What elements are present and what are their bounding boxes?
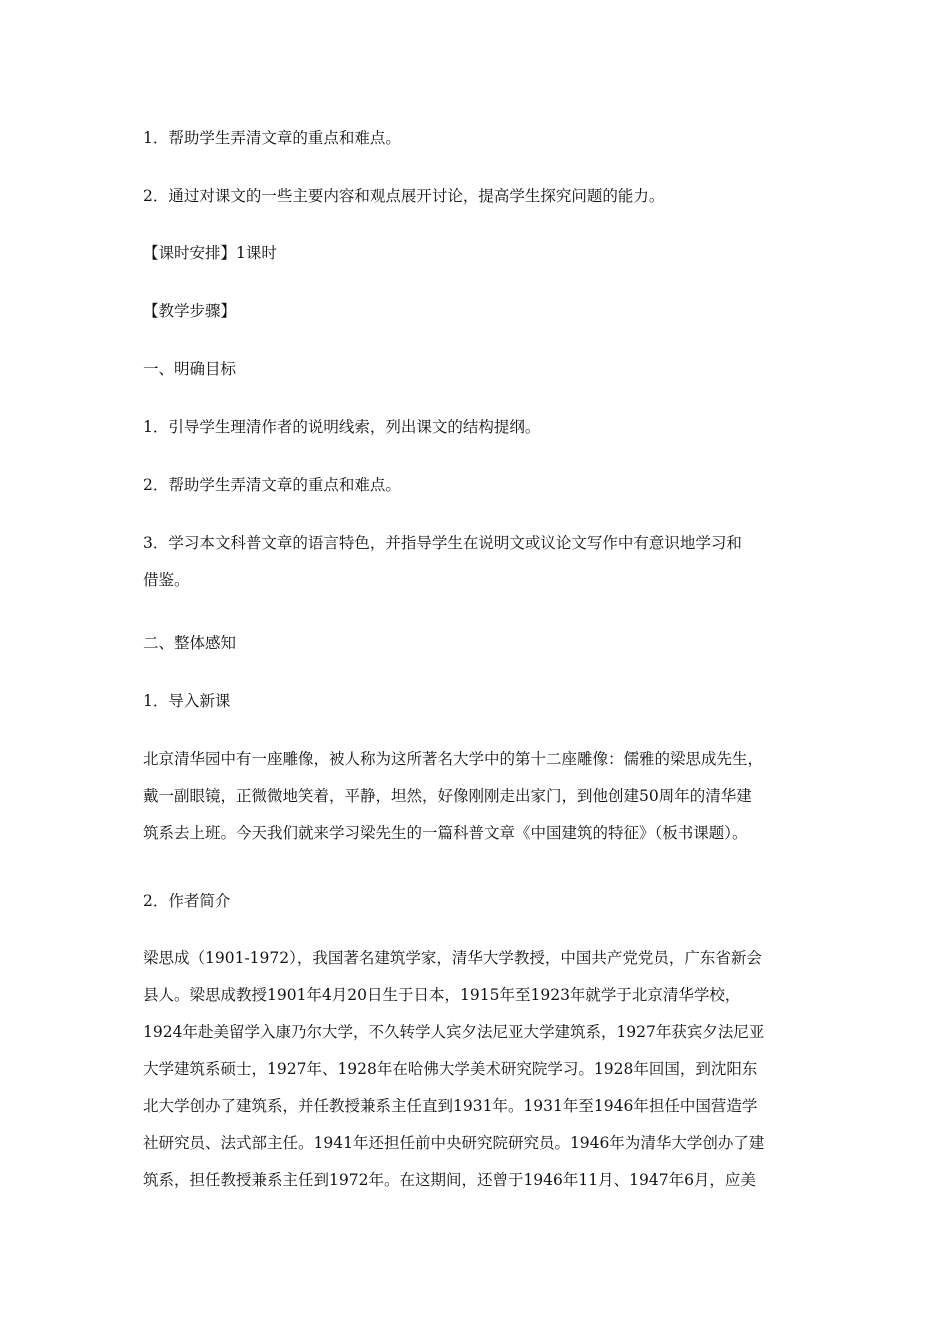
section-1-heading: 一、明确目标 (143, 360, 237, 378)
goal-item-1: 1．帮助学生弄清文章的重点和难点。 (143, 129, 401, 147)
bio-line: 筑系，担任教授兼系主任到1972年。在这期间，还曾于1946年11月、1947年6月，应美 (143, 1171, 756, 1189)
intro-line: 北京清华园中有一座雕像，被人称为这所著名大学中的第十二座雕像：儒雅的梁思成先生， (143, 750, 764, 768)
goal-item-2: 2．通过对课文的一些主要内容和观点展开讨论，提高学生探究问题的能力。 (143, 187, 665, 205)
objective-item-3-line: 借鉴。 (143, 571, 190, 589)
class-schedule: 【课时安排】1课时 (143, 244, 277, 262)
objective-item-3 (143, 533, 813, 607)
objective-item-3-line: 3．学习本文科普文章的语言特色，并指导学生在说明文或议论文写作中有意识地学习和 (143, 534, 742, 552)
bio-line: 县人。梁思成教授1901年4月20日生于日本，1915年至1923年就学于北京清华学校， (143, 986, 741, 1004)
section-2-heading: 二、整体感知 (143, 634, 237, 652)
bio-line: 1924年赴美留学入康乃尔大学，不久转学人宾夕法尼亚大学建筑系，1927年获宾夕法尼亚 (143, 1023, 765, 1041)
subsection-intro-heading: 1．导入新课 (143, 692, 231, 710)
bio-line: 北大学创办了建筑系，并任教授兼系主任直到1931年。1931年至1946年担任中国营造学 (143, 1097, 758, 1115)
intro-paragraph (143, 749, 813, 860)
intro-line: 筑系去上班。今天我们就来学习梁先生的一篇科普文章《中国建筑的特征》（板书课题）。 (143, 824, 748, 842)
bio-line: 大学建筑系硕士，1927年、1928年在哈佛大学美术研究院学习。1928年回国，到沈阳东 (143, 1060, 758, 1078)
bio-line: 社研究员、法式部主任。1941年还担任前中央研究院研究员。1946年为清华大学创办了建 (143, 1134, 765, 1152)
bio-line: 梁思成（1901-1972），我国著名建筑学家，清华大学教授，中国共产党党员，广东省新会 (143, 949, 762, 967)
teaching-steps-heading: 【教学步骤】 (143, 302, 237, 320)
intro-line: 戴一副眼镜，正微微地笑着，平静，坦然，好像刚刚走出家门，到他创建50周年的清华建 (143, 787, 752, 805)
author-bio-paragraph (143, 948, 813, 1207)
subsection-author-heading: 2．作者简介 (143, 892, 231, 910)
objective-item-1: 1．引导学生理清作者的说明线索，列出课文的结构提纲。 (143, 418, 541, 436)
objective-item-2: 2．帮助学生弄清文章的重点和难点。 (143, 476, 401, 494)
